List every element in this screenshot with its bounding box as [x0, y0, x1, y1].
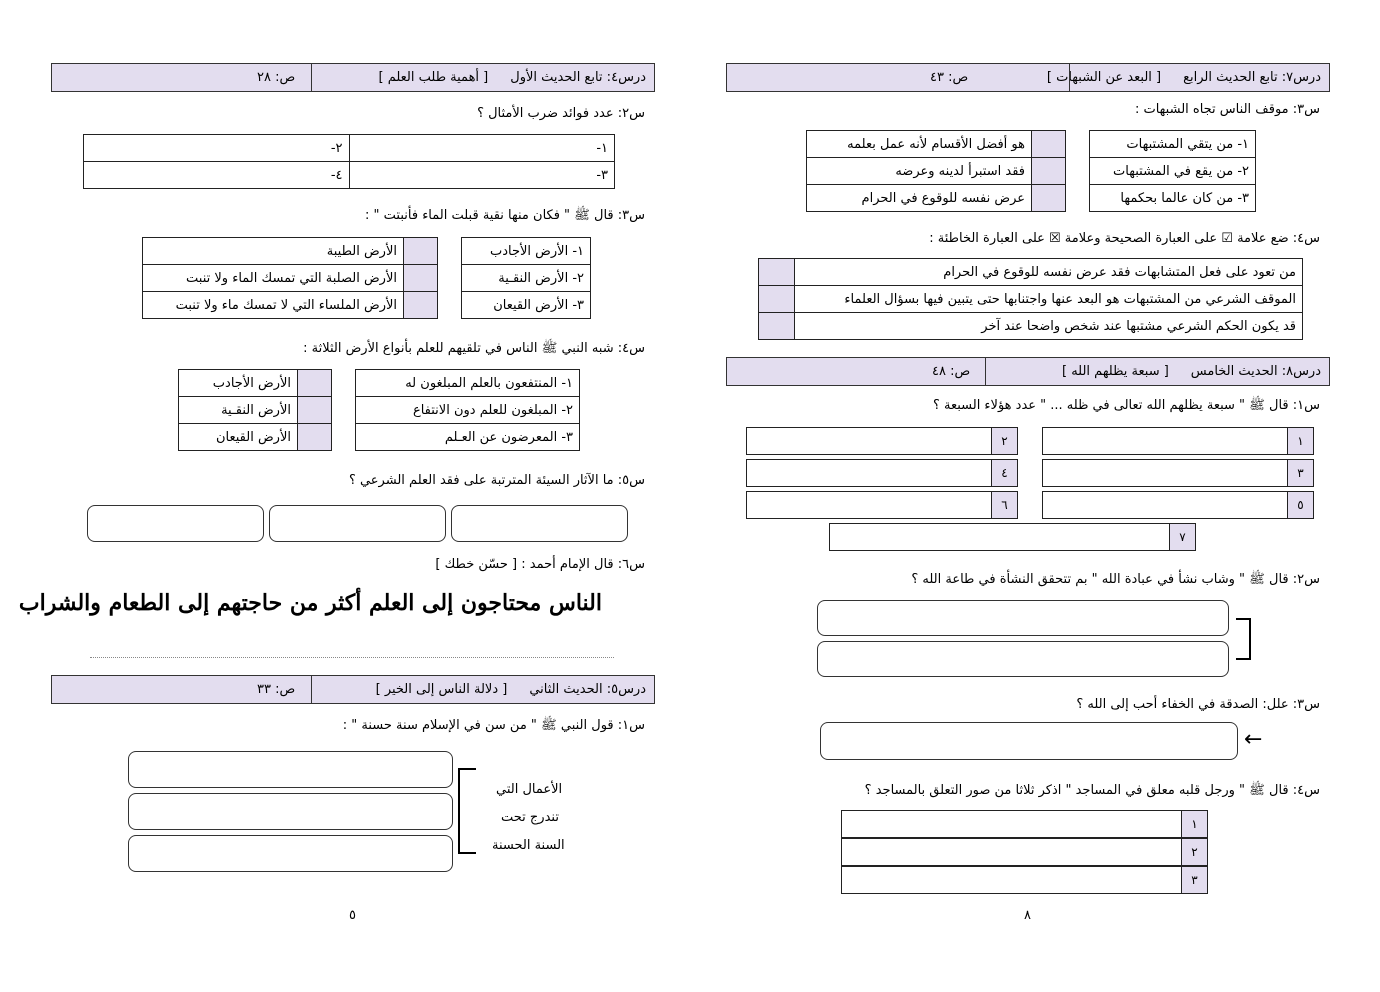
answer-box[interactable]: [841, 866, 1182, 894]
answer-box[interactable]: [87, 505, 264, 542]
page-number-right: ٨: [1024, 908, 1031, 923]
answer-box[interactable]: [128, 751, 453, 788]
mark-cell[interactable]: [759, 313, 795, 340]
answer-cell[interactable]: [1032, 158, 1066, 185]
answer-box[interactable]: [128, 835, 453, 872]
writing-line[interactable]: [90, 657, 614, 658]
r-q3-right-item: هو أفضل الأقسام لأنه عمل بعلمه: [807, 131, 1032, 158]
answer-box[interactable]: [841, 838, 1182, 866]
l-q4-title: س٤: شبه النبي ﷺ الناس في تلقيهم للعلم بأنواع الأرض الثلاثة :: [303, 341, 645, 356]
l-q3-left-table: [461, 237, 591, 319]
answer-cell[interactable]: [298, 370, 332, 397]
l-q2-cell[interactable]: ٣-: [349, 162, 615, 189]
lesson7-page: ص: ٤٣: [930, 70, 969, 85]
r-q4-statement: قد يكون الحكم الشرعي مشتبها عند شخص واضحا عند آخر: [795, 313, 1303, 340]
r-q3-title: س٣: موقف الناس تجاه الشبهات :: [1134, 102, 1320, 117]
r-q4-statement: الموقف الشرعي من المشتبهات هو البعد عنها واجتنابها حتى يتبين فيها بسؤال العلماء: [795, 286, 1303, 313]
lesson8-page: ص: ٤٨: [932, 364, 971, 379]
r-q3-right-item: فقد استبرأ لدينه وعرضه: [807, 158, 1032, 185]
lesson5-title: درس٥: الحديث الثاني: [529, 682, 646, 697]
arrow-left-icon: ←: [1244, 727, 1263, 752]
r-q4-statement: من تعود على فعل المتشابهات فقد عرض نفسه للوقوع في الحرام: [795, 259, 1303, 286]
lesson8-title: درس٨: الحديث الخامس: [1190, 364, 1321, 379]
l-q4-left-item: ٢- المبلغون للعلم دون الانتفاع: [356, 397, 580, 424]
l-q2-cell[interactable]: ٤-: [84, 162, 350, 189]
l-q3-right-item: الأرض الصلبة التي تمسك الماء ولا تنبت: [143, 265, 404, 292]
num-cell: ١: [1287, 427, 1314, 455]
num-cell: ٢: [1181, 838, 1208, 866]
answer-box[interactable]: [817, 641, 1229, 677]
label-line: السنة الحسنة: [492, 838, 565, 853]
l-q4-left-item: ٣- المعرضون عن العـلم: [356, 424, 580, 451]
l-q2-cell[interactable]: ٢-: [84, 135, 350, 162]
answer-box[interactable]: [1042, 459, 1288, 487]
answer-cell[interactable]: [404, 265, 438, 292]
answer-box[interactable]: [1042, 491, 1288, 519]
l-q3-right-table: [142, 237, 438, 319]
mark-cell[interactable]: [759, 259, 795, 286]
num-cell: ٧: [1169, 523, 1196, 551]
answer-box[interactable]: [820, 722, 1238, 760]
page-number-left: ٥: [349, 908, 356, 923]
answer-cell[interactable]: [404, 292, 438, 319]
l-q3-right-item: الأرض الطيبة: [143, 238, 404, 265]
num-cell: ٦: [991, 491, 1018, 519]
lesson5-page: ص: ٣٣: [257, 682, 296, 697]
answer-cell[interactable]: [1032, 185, 1066, 212]
r-q3-right-item: عرض نفسه للوقوع في الحرام: [807, 185, 1032, 212]
lesson4-page: ص: ٢٨: [257, 70, 296, 85]
r-q3-left-item: ١- من يتقي المشتبهات: [1090, 131, 1256, 158]
r-q4-title: س٤: ضع علامة ☑ على العبارة الصحيحة وعلامة ☒ على العبارة الخاطئة :: [929, 231, 1320, 246]
label-line: تندرج تحت: [501, 810, 559, 825]
answer-box[interactable]: [829, 523, 1170, 551]
l-q6-title: س٦: قال الإمام أحمد : [ حسّن خطك ]: [435, 557, 645, 572]
lesson5-topic: [ دلالة الناس إلى الخير ]: [375, 682, 508, 697]
answer-box[interactable]: [451, 505, 628, 542]
r-s3-title: س٣: علل: الصدقة في الخفاء أحب إلى الله ؟: [1076, 697, 1320, 712]
answer-box[interactable]: [746, 491, 992, 519]
l-q4-right-table: [178, 369, 332, 451]
lesson4-header: [51, 63, 655, 92]
r-q3-left-table: [1089, 130, 1256, 212]
l-q2-table: [83, 134, 615, 189]
answer-box[interactable]: [841, 810, 1182, 838]
bracket: [1236, 618, 1251, 660]
answer-box[interactable]: [746, 427, 992, 455]
num-cell: ١: [1181, 810, 1208, 838]
r-q4-table: [758, 258, 1303, 340]
answer-cell[interactable]: [298, 397, 332, 424]
lesson8-header: [726, 357, 1330, 386]
num-cell: ٣: [1287, 459, 1314, 487]
l-q4-left-item: ١- المنتفعون بالعلم المبلغون له: [356, 370, 580, 397]
num-cell: ٤: [991, 459, 1018, 487]
r-s1-title: س١: قال ﷺ " سبعة يظلهم الله تعالى في ظله ... " عدد هؤلاء السبعة ؟: [932, 398, 1320, 413]
mark-cell[interactable]: [759, 286, 795, 313]
num-cell: ٢: [991, 427, 1018, 455]
r-s4-title: س٤: قال ﷺ " ورجل قلبه معلق في المساجد " اذكر ثلاثا من صور التعلق بالمساجد ؟: [864, 783, 1320, 798]
handwriting-quote: الناس محتاجون إلى العلم أكثر من حاجتهم إلى الطعام والشراب: [18, 590, 602, 616]
r-q3-right-table: [806, 130, 1066, 212]
l-q4-left-table: [355, 369, 580, 451]
label-line: الأعمال التي: [496, 782, 563, 797]
answer-cell[interactable]: [404, 238, 438, 265]
l-s1-title: س١: قول النبي ﷺ " من سن في الإسلام سنة حسنة " :: [342, 718, 645, 733]
l-q3-right-item: الأرض الملساء التي لا تمسك ماء ولا تنبت: [143, 292, 404, 319]
l-q4-right-item: الأرض النقـية: [179, 397, 298, 424]
l-q2-title: س٢: عدد فوائد ضرب الأمثال ؟: [477, 106, 645, 121]
answer-box[interactable]: [1042, 427, 1288, 455]
r-q3-left-item: ٢- من يقع في المشتبهات: [1090, 158, 1256, 185]
lesson8-topic: [ سبعة يظلهم الله ]: [1061, 364, 1169, 379]
answer-box[interactable]: [128, 793, 453, 830]
l-q4-right-item: الأرض القيعان: [179, 424, 298, 451]
l-q5-title: س٥: ما الآثار السيئة المترتبة على فقد العلم الشرعي ؟: [348, 473, 645, 488]
lesson4-topic: [ أهمية طلب العلم ]: [378, 70, 489, 85]
bracket: [458, 768, 476, 854]
num-cell: ٣: [1181, 866, 1208, 894]
num-cell: ٥: [1287, 491, 1314, 519]
l-q4-right-item: الأرض الأجادب: [179, 370, 298, 397]
l-q2-cell[interactable]: ١-: [349, 135, 615, 162]
lesson7-header: [726, 63, 1330, 92]
answer-box[interactable]: [746, 459, 992, 487]
lesson7-topic: [ البعد عن الشبهات ]: [1046, 70, 1162, 85]
answer-cell[interactable]: [1032, 131, 1066, 158]
answer-cell[interactable]: [298, 424, 332, 451]
l-q3-left-item: ٣- الأرض القيعان: [462, 292, 591, 319]
l-q3-left-item: ٢- الأرض النقـية: [462, 265, 591, 292]
answer-box[interactable]: [817, 600, 1229, 636]
lesson4-title: درس٤: تابع الحديث الأول: [510, 70, 646, 85]
r-s2-title: س٢: قال ﷺ " وشاب نشأ في عبادة الله " بم تتحقق النشأة في طاعة الله ؟: [911, 572, 1320, 587]
lesson7-title: درس٧: تابع الحديث الرابع: [1183, 70, 1321, 85]
r-q3-left-item: ٣- من كان عالما بحكمها: [1090, 185, 1256, 212]
lesson5-header: [51, 675, 655, 704]
answer-box[interactable]: [269, 505, 446, 542]
l-q3-left-item: ١- الأرض الأجادب: [462, 238, 591, 265]
l-q3-title: س٣: قال ﷺ " فكان منها نقية قبلت الماء فأنبتت " :: [365, 208, 645, 223]
